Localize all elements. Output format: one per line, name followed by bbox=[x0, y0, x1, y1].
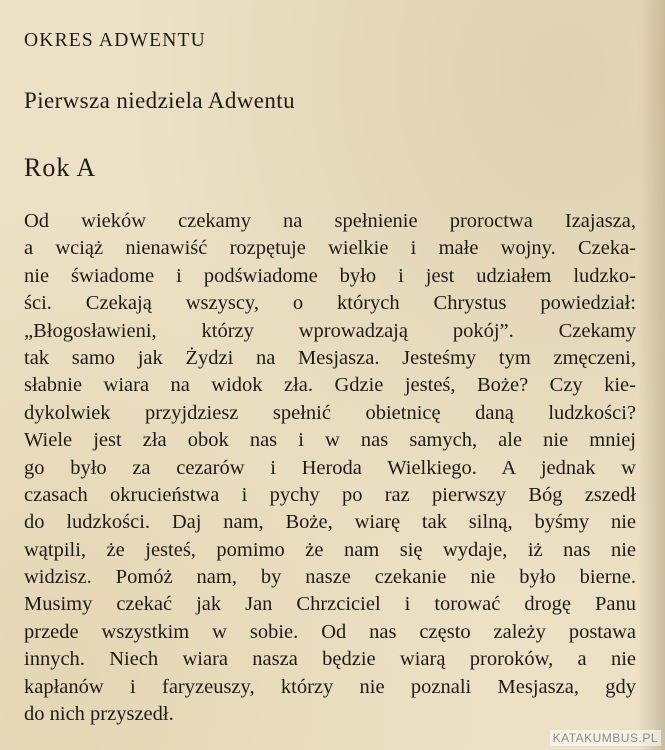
text-line: innych. Niech wiara nasza będzie wiarą proroków, a nie bbox=[24, 648, 636, 671]
text-line: Od wieków czekamy na spełnienie proroctwa Izajasza, bbox=[24, 210, 636, 232]
watermark: KATAKUMBUS.PL bbox=[550, 730, 661, 746]
text-line: wątpili, że jesteś, pomimo że nam się wydaje, iż nas nie bbox=[24, 538, 636, 561]
text-line: do nich przyszedł. bbox=[24, 703, 174, 726]
text-line: kapłanów i faryzeuszy, którzy nie poznali Mesjasza, gdy bbox=[24, 675, 636, 698]
text-line: nie świadome i podświadome było i jest udziałem ludzko- bbox=[24, 264, 636, 287]
text-line: tak samo jak Żydzi na Mesjasza. Jesteśmy tym zmęczeni, bbox=[24, 346, 636, 369]
text-line: ści. Czekają wszyscy, o których Chrystus powiedział: bbox=[24, 292, 636, 315]
body-paragraph bbox=[24, 208, 636, 728]
text-line: przede wszystkim w sobie. Od nas często zależy postawa bbox=[24, 620, 636, 643]
text-line: Musimy czekać jak Jan Chrzciciel i torować drogę Panu bbox=[24, 593, 636, 616]
text-line: a wciąż nienawiść rozpętuje wielkie i małe wojny. Czeka- bbox=[24, 237, 636, 260]
text-line: do ludzkości. Daj nam, Boże, wiarę tak silną, byśmy nie bbox=[24, 511, 636, 534]
page-subtitle: Pierwsza niedziela Adwentu bbox=[24, 88, 295, 113]
text-line: słabnie wiara na widok zła. Gdzie jesteś, Boże? Czy kie- bbox=[24, 374, 636, 397]
text-line: dykolwiek przyjdziesz spełnić obietnicę daną ludzkości? bbox=[24, 401, 636, 424]
text-line: czasach okrucieństwa i pychy po raz pierwszy Bóg zszedł bbox=[24, 483, 636, 506]
text-line: „Błogosławieni, którzy wprowadzają pokój”. Czekamy bbox=[24, 319, 636, 342]
section-label: OKRES ADWENTU bbox=[24, 30, 206, 51]
text-line: widzisz. Pomóż nam, by nasze czekanie nie było bierne. bbox=[24, 566, 636, 589]
text-line: go było za cezarów i Heroda Wielkiego. A jednak w bbox=[24, 456, 636, 479]
year-heading: Rok A bbox=[24, 153, 97, 182]
text-line: Wiele jest zła obok nas i w nas samych, ale nie mniej bbox=[24, 429, 636, 452]
